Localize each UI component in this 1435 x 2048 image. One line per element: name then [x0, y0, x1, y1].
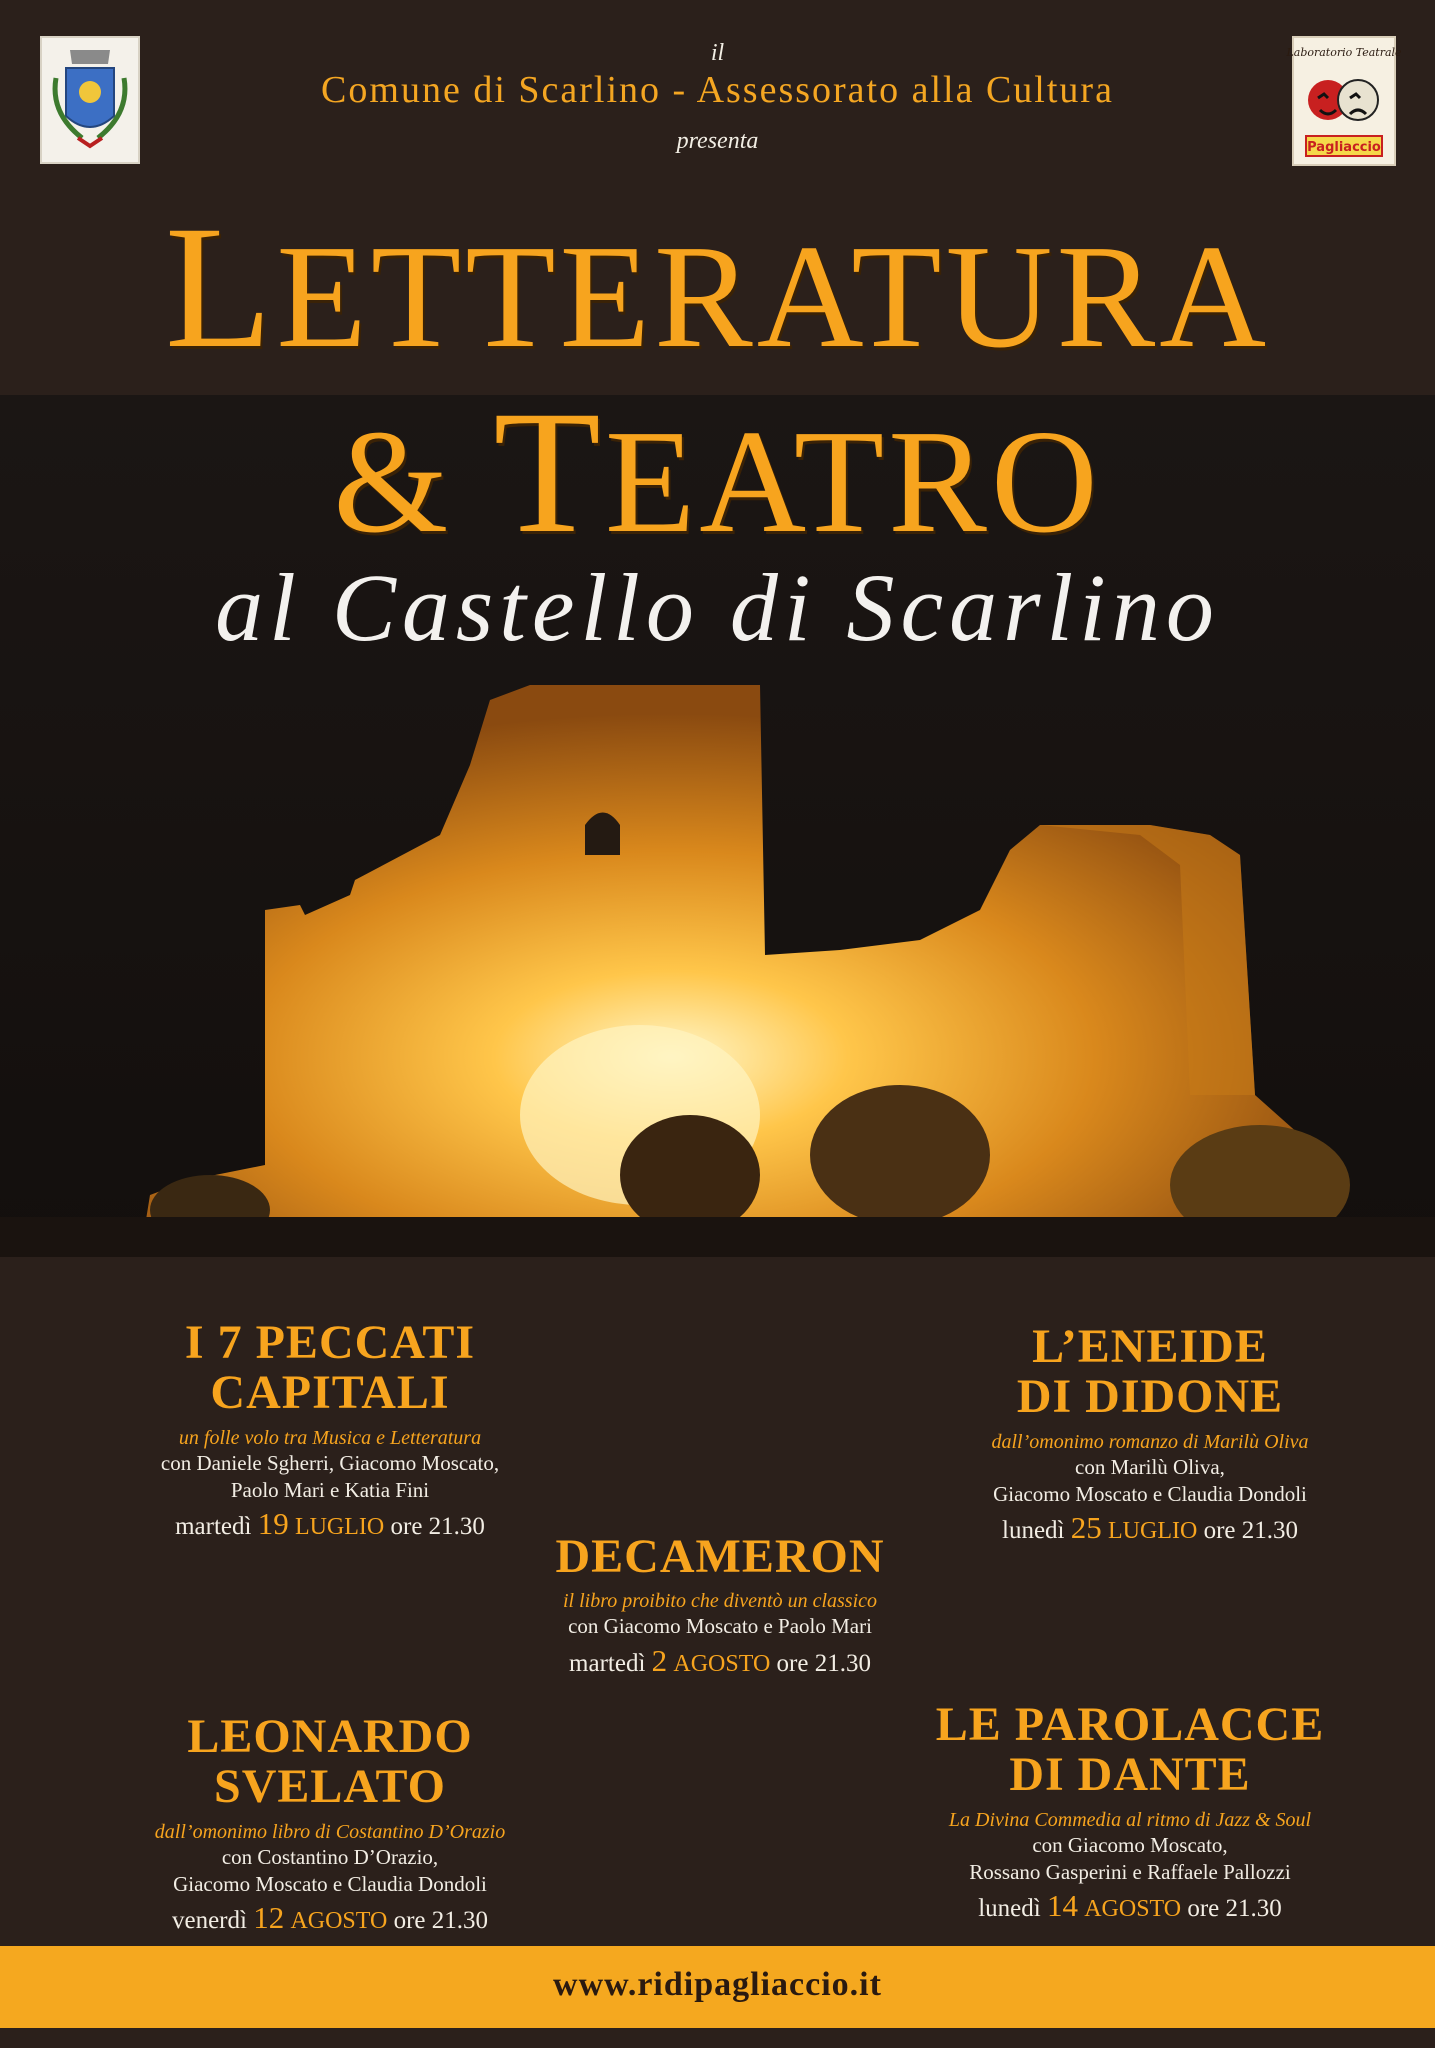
event-parolacce [880, 1700, 1380, 1924]
event-description: La Divina Commedia al ritmo di Jazz & Soul [948, 1808, 1312, 1831]
footer-bar [0, 1946, 1435, 2028]
event-date: martedì 2 AGOSTO ore 21.30 [569, 1642, 871, 1678]
event-title: DECAMERON [555, 1530, 885, 1583]
event-description: dall’omonimo libro di Costantino D’Orazio [154, 1820, 506, 1843]
event-title: LE PAROLACCE DI DANTE [935, 1698, 1325, 1802]
event-cast: con Marilù Oliva, Giacomo Moscato e Claudia Dondoli [993, 1454, 1307, 1507]
intro-il: il [710, 40, 725, 66]
event-date: lunedì 14 AGOSTO ore 21.30 [978, 1888, 1282, 1924]
event-description: un folle volo tra Musica e Letteratura [178, 1426, 482, 1449]
event-description: dall’omonimo romanzo di Marilù Oliva [991, 1430, 1309, 1453]
event-leonardo [80, 1712, 580, 1936]
event-date: venerdì 12 AGOSTO ore 21.30 [171, 1900, 489, 1936]
event-eneide [920, 1322, 1380, 1546]
event-description: il libro proibito che diventò un classico [562, 1590, 878, 1613]
title-line-2: & TEATRO [333, 375, 1102, 570]
organizer-name: Comune di Scarlino - Assessorato alla Cultura [321, 69, 1114, 111]
event-cast: con Giacomo Moscato e Paolo Mari [568, 1614, 872, 1639]
subtitle: al Castello di Scarlino [215, 554, 1220, 661]
event-cast: con Giacomo Moscato, Rossano Gasperini e Raffaele Pallozzi [969, 1832, 1291, 1885]
title-line-1: LETTERATURA [164, 190, 1271, 385]
website-link[interactable]: www.ridipagliaccio.it [553, 1966, 882, 2003]
intro-presenta: presenta [676, 128, 759, 154]
event-title: LEONARDO SVELATO [187, 1710, 473, 1814]
event-title: I 7 PECCATI CAPITALI [184, 1316, 476, 1420]
event-date: lunedì 25 LUGLIO ore 21.30 [1002, 1510, 1298, 1546]
event-title: L’ENEIDE DI DIDONE [1016, 1320, 1284, 1424]
logo-text-bottom: Pagliaccio [1307, 140, 1381, 155]
event-date: martedì 19 LUGLIO ore 21.30 [175, 1506, 485, 1542]
event-cast: con Costantino D’Orazio, Giacomo Moscato e Claudia Dondoli [173, 1844, 487, 1897]
logo-text-top: Laboratorio Teatrale [1286, 46, 1402, 59]
event-decameron [470, 1532, 970, 1679]
event-peccati [90, 1318, 570, 1542]
event-cast: con Daniele Sgherri, Giacomo Moscato, Paolo Mari e Katia Fini [160, 1450, 500, 1503]
